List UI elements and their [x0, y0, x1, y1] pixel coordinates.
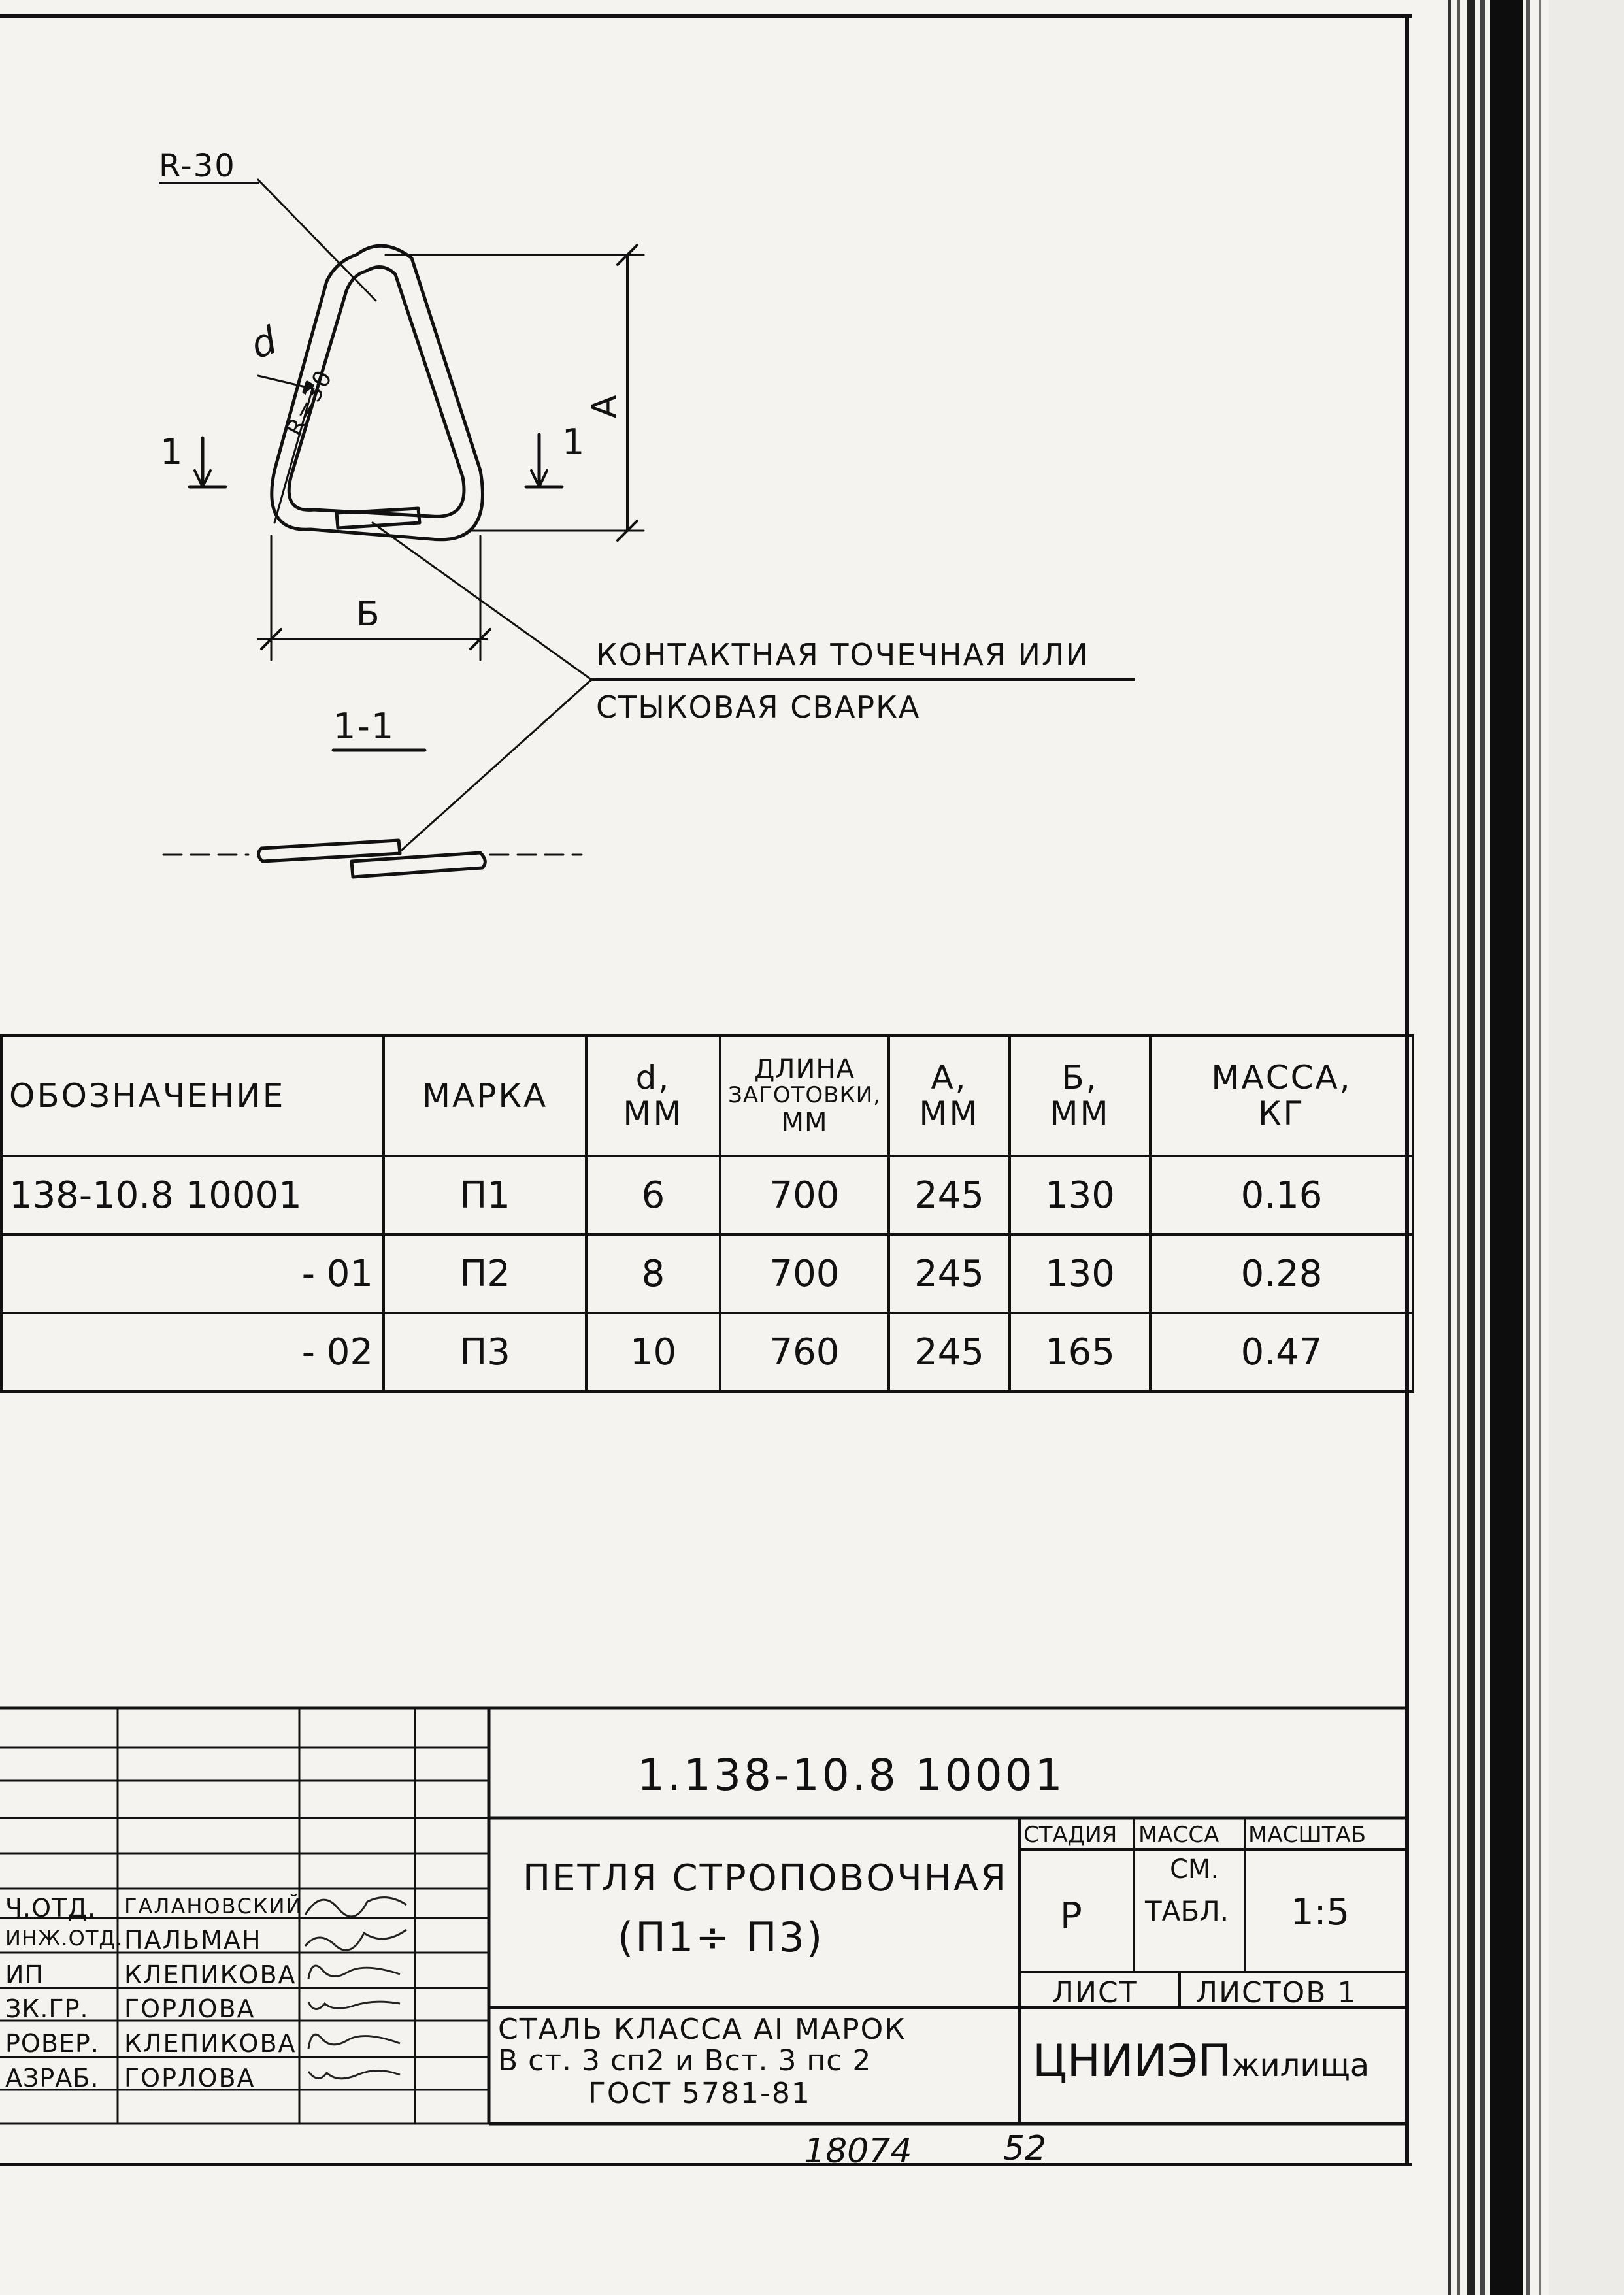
radius-outer-label: R-30 [159, 148, 236, 184]
cell-b: 130 [1010, 1234, 1150, 1313]
header-a: А, ММ [889, 1036, 1010, 1156]
section-mark-left: 1 [160, 431, 184, 472]
org-name-main: ЦНИИЭП [1033, 2036, 1232, 2087]
signature-3 [302, 1956, 413, 1989]
material-line1: СТАЛЬ КЛАССА AI МАРОК [498, 2013, 906, 2046]
header-mass: МАССА, КГ [1150, 1036, 1413, 1156]
footer-number: 18074 [804, 2132, 912, 2171]
staff-name: КЛЕПИКОВА [124, 2029, 297, 2058]
staff-role: ИП [5, 1960, 44, 1989]
cell-designation: 138-10.8 10001 [1, 1156, 384, 1234]
staff-name: ПАЛЬМАН [124, 1926, 262, 1955]
cell-b: 130 [1010, 1156, 1150, 1234]
title-block [0, 1706, 1412, 2163]
table-row [1, 1234, 1413, 1313]
cell-a: 245 [889, 1156, 1010, 1234]
cell-mark: П1 [384, 1156, 586, 1234]
loop-drawing [0, 0, 1412, 954]
stage-value: Р [1060, 1895, 1082, 1938]
dim-a-label: A [585, 393, 624, 418]
header-length: ДЛИНА ЗАГОТОВКИ, ММ [720, 1036, 889, 1156]
header-mark: МАРКА [384, 1036, 586, 1156]
weld-bar [337, 508, 420, 528]
signature-5 [302, 2024, 413, 2056]
cell-designation: - 01 [1, 1234, 384, 1313]
sheets-label: ЛИСТОВ 1 [1196, 1976, 1357, 2009]
cell-mass: 0.47 [1150, 1313, 1413, 1391]
signature-6 [302, 2058, 413, 2091]
cell-length: 760 [720, 1313, 889, 1391]
spec-table [0, 1034, 1414, 1393]
cell-b: 165 [1010, 1313, 1150, 1391]
weld-note-line1: КОНТАКТНАЯ ТОЧЕЧНАЯ ИЛИ [596, 637, 1089, 672]
title-line1: ПЕТЛЯ СТРОПОВОЧНАЯ [523, 1857, 1008, 1900]
radius-inner-label: R=30 [281, 365, 339, 441]
org-name [1033, 2036, 1369, 2087]
cell-mark: П3 [384, 1313, 586, 1391]
cell-a: 245 [889, 1313, 1010, 1391]
title-line2: (П1÷ П3) [618, 1913, 825, 1961]
dim-b-label: Б [356, 595, 381, 634]
section-mark-right: 1 [562, 421, 586, 463]
mass-value-line2: ТАБЛ. [1145, 1895, 1229, 1927]
header-designation: ОБОЗНАЧЕНИЕ [1, 1036, 384, 1156]
material-line3: ГОСТ 5781-81 [588, 2077, 811, 2110]
scale-value: 1:5 [1291, 1891, 1350, 1934]
scale-label: МАСШТАБ [1248, 1822, 1367, 1848]
weld-note-line2: СТЫКОВАЯ СВАРКА [596, 689, 921, 725]
cell-d: 10 [586, 1313, 720, 1391]
cell-mark: П2 [384, 1234, 586, 1313]
signature-1 [302, 1885, 413, 1924]
doc-code: 1.138-10.8 10001 [637, 1750, 1065, 1800]
sheet-label: ЛИСТ [1052, 1976, 1138, 2009]
footer-page: 52 [1003, 2129, 1047, 2168]
cell-a: 245 [889, 1234, 1010, 1313]
dim-d-label: d [244, 317, 284, 368]
staff-role: ИНЖ.ОТД. [5, 1926, 124, 1951]
material-line2: В ст. 3 сп2 и Вст. 3 пс 2 [498, 2044, 872, 2077]
signature-2 [302, 1920, 413, 1959]
cell-d: 8 [586, 1234, 720, 1313]
staff-role: РОВЕР. [5, 2029, 99, 2058]
mass-value-line1: СМ. [1170, 1855, 1219, 1885]
header-d: d, ММ [586, 1036, 720, 1156]
spec-table-header [1, 1036, 1413, 1156]
cell-d: 6 [586, 1156, 720, 1234]
table-row [1, 1156, 1413, 1234]
signature-4 [302, 1989, 413, 2022]
org-name-suffix: жилища [1231, 2047, 1370, 2084]
binding-strip [1441, 0, 1624, 2295]
staff-role: Ч.ОТД. [5, 1894, 97, 1923]
header-b: Б, ММ [1010, 1036, 1150, 1156]
mass-label: МАССА [1138, 1822, 1219, 1848]
staff-name: ГАЛАНОВСКИЙ [124, 1894, 303, 1919]
staff-role: АЗРАБ. [5, 2064, 99, 2092]
cell-length: 700 [720, 1156, 889, 1234]
stage-label: СТАДИЯ [1023, 1822, 1118, 1848]
staff-role: ЗК.ГР. [5, 1994, 89, 2023]
staff-name: ГОРЛОВА [124, 2064, 256, 2092]
cell-length: 700 [720, 1234, 889, 1313]
frame-bottom-line [0, 2163, 1412, 2166]
cell-designation: - 02 [1, 1313, 384, 1391]
cell-mass: 0.16 [1150, 1156, 1413, 1234]
staff-name: КЛЕПИКОВА [124, 1960, 297, 1989]
cell-mass: 0.28 [1150, 1234, 1413, 1313]
section-label: 1-1 [333, 706, 395, 747]
table-row [1, 1313, 1413, 1391]
staff-name: ГОРЛОВА [124, 1994, 256, 2023]
